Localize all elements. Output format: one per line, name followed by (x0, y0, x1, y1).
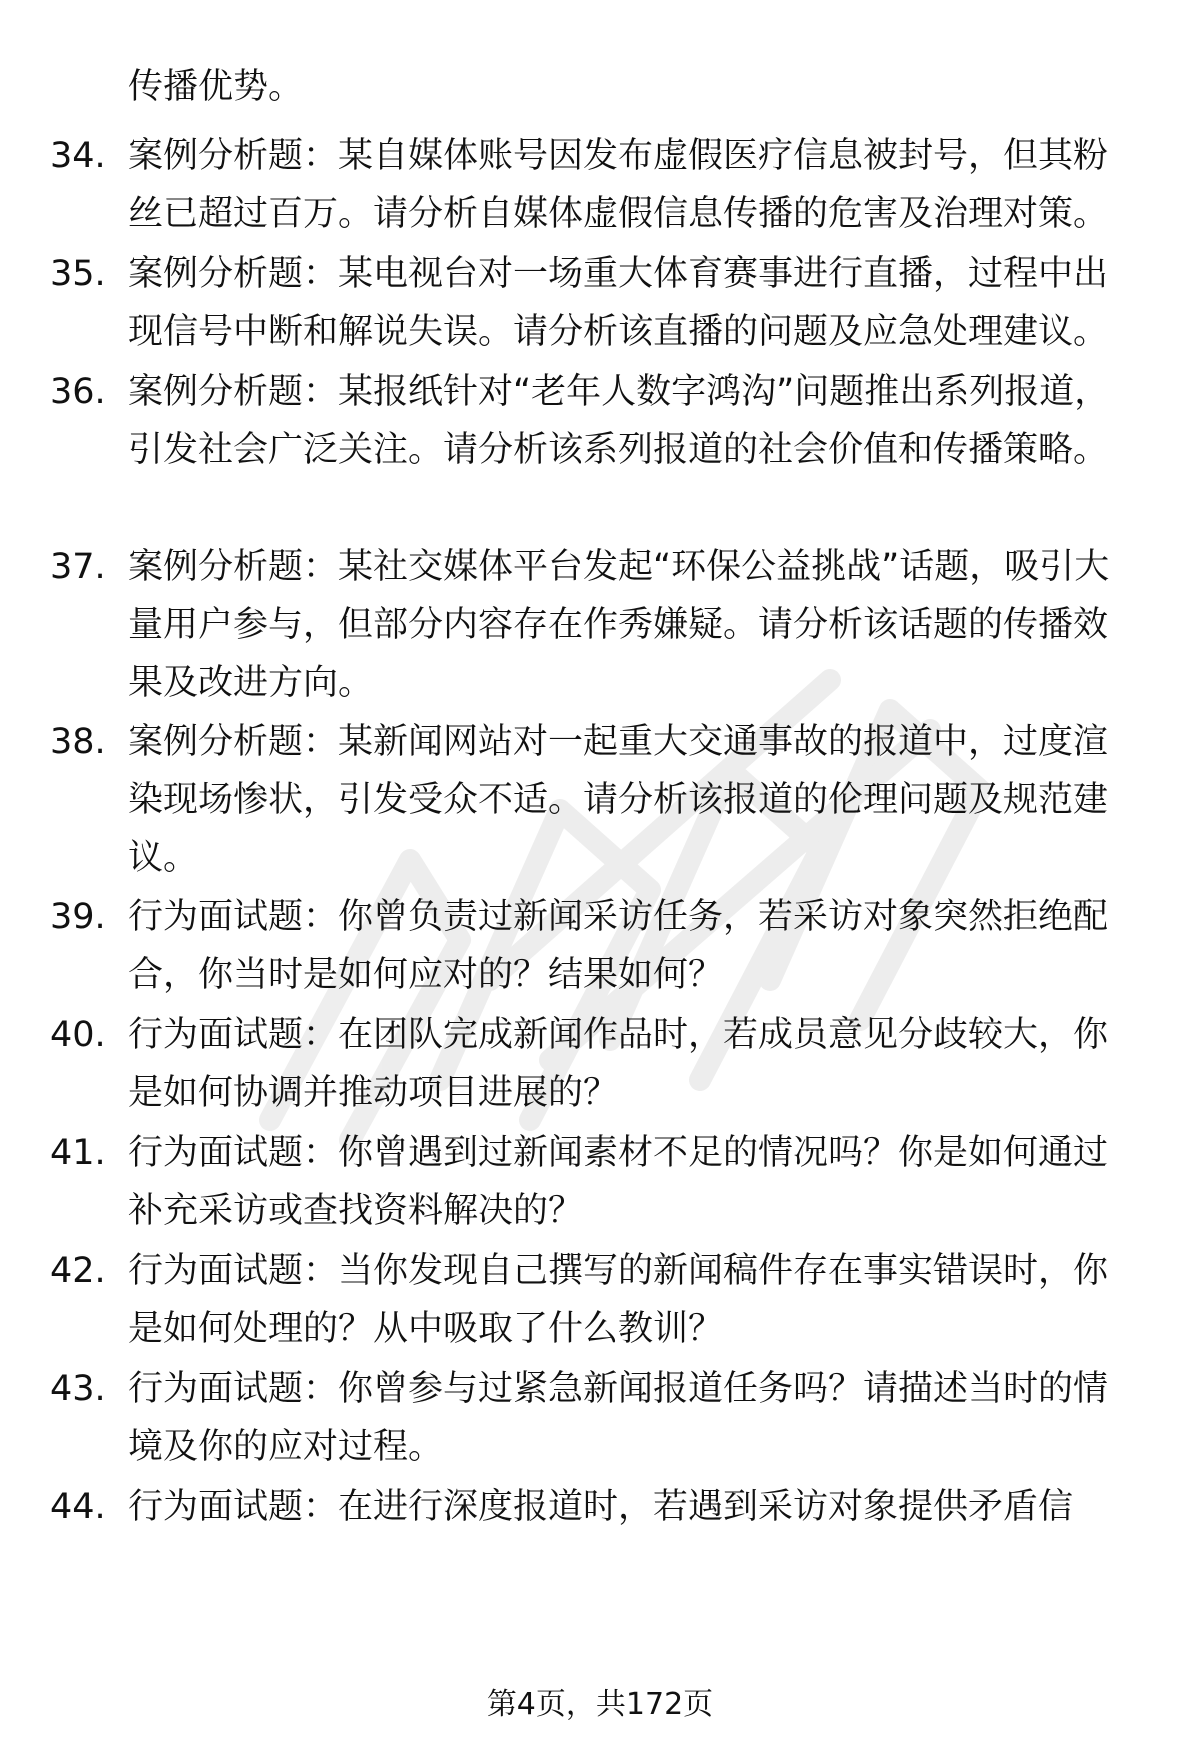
item-text: 案例分析题：某电视台对一场重大体育赛事进行直播，过程中出现信号中断和解说失误。请分析该直播的问题及应急处理建议。 (128, 254, 1109, 352)
list-item (50, 1124, 1150, 1240)
item-number: 34. (50, 136, 106, 176)
item-text: 行为面试题：在团队完成新闻作品时，若成员意见分歧较大，你是如何协调并推动项目进展的？ (128, 1015, 1109, 1113)
item-text: 案例分析题：某报纸针对“老年人数字鸿沟”问题推出系列报道，引发社会广泛关注。请分析该系列报道的社会价值和传播策略。 (128, 372, 1110, 470)
item-number: 41. (50, 1133, 106, 1173)
item-number: 37. (50, 547, 106, 587)
list-item (50, 888, 1150, 1004)
item-text: 行为面试题：在进行深度报道时，若遇到采访对象提供矛盾信 (128, 1487, 1074, 1527)
item-number: 42. (50, 1251, 106, 1291)
list-item (50, 538, 1150, 712)
page-footer: 第4页，共172页 (486, 1687, 714, 1722)
continuation-text: 传播优势。 (128, 67, 304, 107)
list-item (50, 127, 1150, 243)
list-item (50, 363, 1150, 479)
item-text: 行为面试题：你曾遇到过新闻素材不足的情况吗？你是如何通过补充采访或查找资料解决的？ (128, 1133, 1109, 1231)
item-number: 43. (50, 1369, 106, 1409)
item-number: 36. (50, 372, 106, 412)
item-number: 38. (50, 722, 106, 762)
list-item (50, 1478, 1150, 1536)
list-item (50, 1006, 1150, 1122)
list-item (50, 1360, 1150, 1476)
item-number: 40. (50, 1015, 106, 1055)
item-number: 35. (50, 254, 106, 294)
list-item (50, 245, 1150, 361)
item-text: 案例分析题：某社交媒体平台发起“环保公益挑战”话题，吸引大量用户参与，但部分内容存在作秀嫌疑。请分析该话题的传播效果及改进方向。 (128, 547, 1110, 703)
item-text: 行为面试题：你曾负责过新闻采访任务，若采访对象突然拒绝配合，你当时是如何应对的？结果如何？ (128, 897, 1109, 995)
item-number: 44. (50, 1487, 106, 1527)
list-item (50, 713, 1150, 887)
list-item (50, 1242, 1150, 1358)
item-text: 案例分析题：某新闻网站对一起重大交通事故的报道中，过度渲染现场惨状，引发受众不适。请分析该报道的伦理问题及规范建议。 (128, 722, 1109, 878)
item-text: 行为面试题：你曾参与过紧急新闻报道任务吗？请描述当时的情境及你的应对过程。 (128, 1369, 1109, 1467)
item-text: 案例分析题：某自媒体账号因发布虚假医疗信息被封号，但其粉丝已超过百万。请分析自媒体虚假信息传播的危害及治理对策。 (128, 136, 1109, 234)
item-text: 行为面试题：当你发现自己撰写的新闻稿件存在事实错误时，你是如何处理的？从中吸取了什么教训？ (128, 1251, 1109, 1349)
item-number: 39. (50, 897, 106, 937)
